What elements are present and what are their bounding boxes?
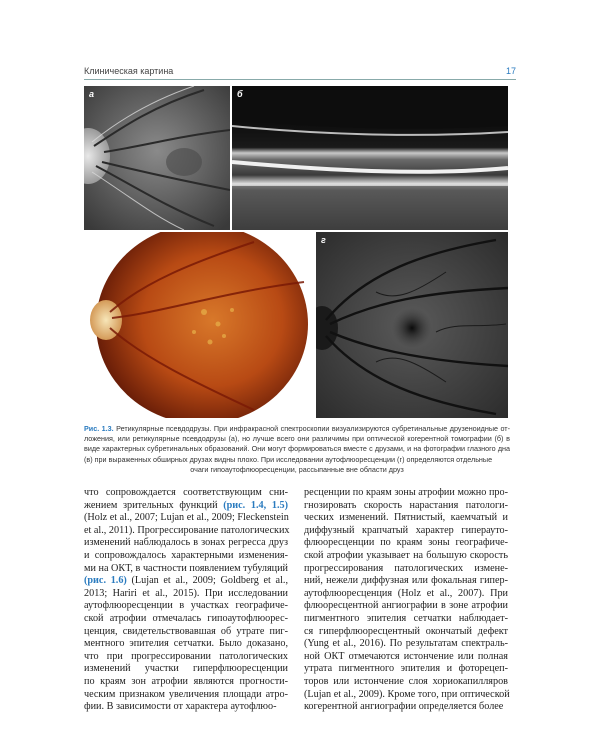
- text-run: ческих изменений. Пятнистый, каемчатый и: [304, 512, 508, 524]
- text-line: [304, 651, 508, 664]
- figure-panel-a-infrared: [84, 86, 230, 230]
- text-run: (Lujan et al., 2009). Кроме того, при оптической: [304, 688, 510, 700]
- text-line: [84, 701, 288, 714]
- text-line: [84, 500, 288, 513]
- figure-reference-link[interactable]: (рис. 1.4, 1.5): [223, 499, 288, 511]
- text-line: [84, 638, 288, 651]
- text-line: [84, 512, 288, 525]
- text-run: ресценции по краям зоны атрофии можно про-: [304, 487, 508, 498]
- text-line: [84, 663, 288, 676]
- text-run: ми на ОКТ, в частности появлением тубуляций: [84, 562, 288, 574]
- body-text-left-column: [84, 487, 288, 714]
- text-run: прогрессирования патологических измене-: [304, 562, 508, 574]
- caption-line: Ретикулярные псевдодрузы. При инфракрасной спектроскопии визуализируются субретинальные друзеноидные от-: [113, 424, 510, 433]
- text-line: [304, 701, 508, 714]
- autofluorescence-image: [316, 232, 508, 418]
- text-run: ной ОКТ отмечаются истончение или полная: [304, 650, 508, 662]
- panel-label-a: а: [89, 89, 95, 99]
- figure-panel-b-oct: [232, 86, 508, 230]
- text-run: жением зрительных функций: [84, 499, 224, 511]
- caption-line: ложения, или ретикулярные псевдодрузы (а), но лучше всего они различимы при оптической когерентной томографии (б) в: [84, 434, 510, 444]
- text-run: et al., 2011). Прогрессирование патологических: [84, 524, 290, 536]
- panel-label-d: г: [321, 235, 326, 245]
- caption-last-line: очаги гипоаутофлюоресценции, рассыпанные вне области друз: [190, 464, 404, 474]
- text-run: когерентной ангиографии определяется более: [304, 701, 504, 713]
- text-line: [304, 588, 508, 601]
- running-header: [84, 64, 516, 80]
- figure-panel-d-autofluorescence: [316, 232, 508, 418]
- text-line: [304, 537, 508, 550]
- header-divider: [84, 79, 516, 80]
- text-run: ской атрофии отмечалась гипоаутофлюорес-: [84, 612, 288, 624]
- text-run: ценция, свидетельствовавшая об утрате пиг-: [84, 625, 288, 637]
- text-run: 2013; Hariri et al., 2015). При исследовании: [84, 587, 288, 599]
- text-run: торов или истончение слоя хориокапилляров: [304, 675, 508, 687]
- text-line: [84, 676, 288, 689]
- text-run: аутофлюоресценции в участках географиче-: [84, 600, 288, 612]
- text-run: что при прогрессировании патологических: [84, 650, 288, 662]
- figure-caption: [84, 424, 510, 475]
- text-run: фии. В зависимости от характера аутофлюо-: [84, 701, 277, 713]
- text-run: диффузный крапчатый характер гиперауто-: [304, 524, 508, 536]
- text-run: флюоресцентной ангиографии в зоне атрофии: [304, 600, 508, 612]
- text-line: [84, 575, 288, 588]
- text-run: и сопровождалось характерными изменения-: [84, 549, 288, 561]
- text-line: [304, 512, 508, 525]
- figure-caption-title: Рис. 1.3.: [84, 424, 114, 433]
- text-line: [304, 525, 508, 538]
- text-run: гнозировать скорость нарастания патологи-: [304, 499, 508, 511]
- text-line: [304, 500, 508, 513]
- oct-scan-image: [232, 86, 508, 230]
- text-line: [304, 676, 508, 689]
- text-line: [84, 525, 288, 538]
- text-line: [304, 689, 508, 702]
- text-run: пигментного эпителия сетчатки наблюдает-: [304, 612, 508, 624]
- text-line: [304, 550, 508, 563]
- text-line: [84, 563, 288, 576]
- text-run: ческим признаком увеличения площади атро-: [84, 688, 288, 700]
- caption-line: виде характерных субретинальных образований. Они могут формироваться вместе с друзами, и на фотографии глазного: [84, 444, 496, 454]
- text-line: [304, 613, 508, 626]
- text-run: (Holz et al., 2007; Lujan et al., 2009; Fleckenstein: [84, 512, 289, 524]
- panel-label-c: в: [89, 235, 95, 245]
- text-line: [84, 689, 288, 702]
- section-title: Клиническая картина: [84, 66, 174, 76]
- text-line: [304, 575, 508, 588]
- text-line: [84, 487, 288, 500]
- text-line: [84, 626, 288, 639]
- caption-line: дна (в) при выраженных обширных друзах видны плохо. При исследовании аутофлюоресценции (г) определяются отдельные: [84, 444, 510, 464]
- panel-label-b: б: [237, 89, 243, 99]
- text-run: утрата пигментного эпителия и фоторецеп-: [304, 663, 508, 675]
- text-run: по краям зон атрофии являются прогности-: [84, 675, 288, 687]
- text-line: [84, 651, 288, 664]
- fundus-photo-image: [84, 232, 312, 418]
- text-line: [304, 626, 508, 639]
- page-number: 17: [505, 66, 516, 76]
- text-line: [304, 663, 508, 676]
- text-run: ментного эпителия сетчатки. Было доказано,: [84, 638, 288, 650]
- text-line: [84, 588, 288, 601]
- text-line: [84, 550, 288, 563]
- infrared-fundus-image: [84, 86, 230, 230]
- text-run: изменений наблюдалось в зонах регресса друз: [84, 537, 288, 549]
- text-line: [84, 537, 288, 550]
- text-line: [84, 613, 288, 626]
- text-run: что сопровождается соответствующим сни-: [84, 487, 288, 498]
- text-run: изменений участки гиперфлюоресценции: [84, 663, 288, 675]
- figure-panel-c-fundus-photo: [84, 232, 312, 418]
- text-run: ской атрофии указывает на большую скорость: [304, 549, 508, 561]
- text-run: ся гиперфлюоресцентный окончатый дефект: [304, 625, 508, 637]
- text-line: [304, 600, 508, 613]
- text-line: [304, 563, 508, 576]
- text-line: [304, 638, 508, 651]
- text-line: [304, 487, 508, 500]
- text-run: флюоресценции по краям зоны географиче-: [304, 537, 508, 549]
- text-run: (Lujan et al., 2009; Goldberg et al.,: [126, 575, 288, 587]
- text-run: (Yung et al., 2016). По результатам спектраль-: [304, 638, 508, 650]
- text-run: аутофлюоресценция (Holz et al., 2007). При: [304, 587, 508, 599]
- figure-reference-link[interactable]: (рис. 1.6): [84, 575, 127, 587]
- text-run: ний, нежели диффузная или фокальная гипер-: [304, 575, 508, 587]
- body-text-right-column: [304, 487, 508, 714]
- text-line: [84, 600, 288, 613]
